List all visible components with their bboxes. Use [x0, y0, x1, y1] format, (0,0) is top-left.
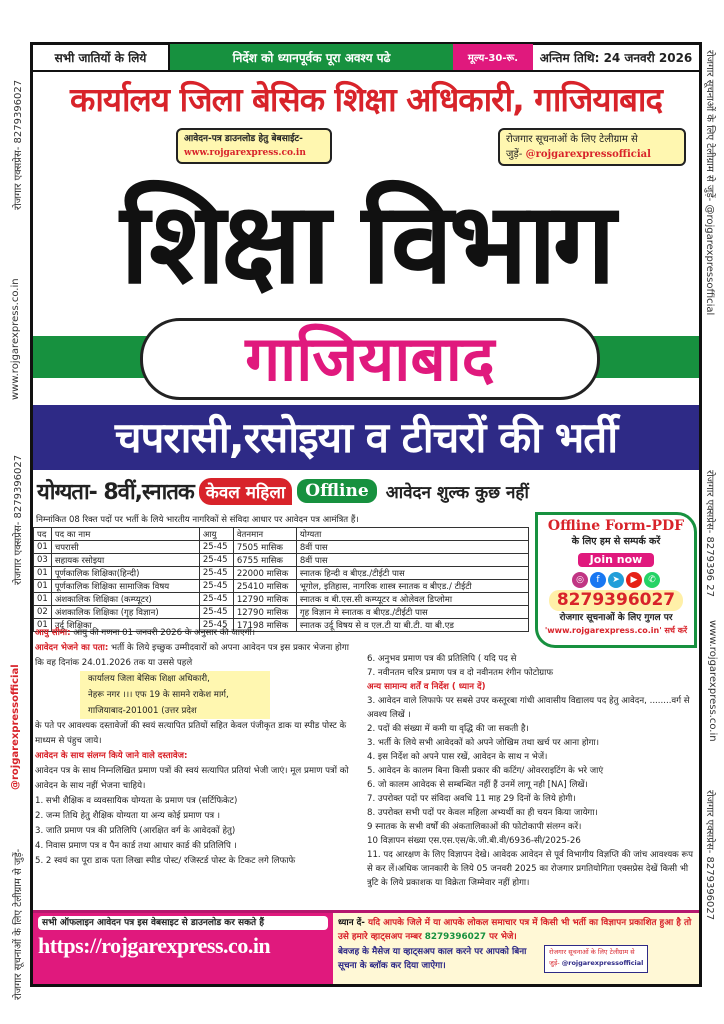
document-item: 4. निवास प्रमाण पत्र व पैन कार्ड तथा आधार कार्ड की प्रतिलिपि ।: [35, 841, 237, 851]
documents-label: आवेदन के साथ संलग्न किये जाने वाले दस्तावेज:: [35, 751, 188, 761]
table-row: [34, 567, 529, 580]
term-item: 3. आवेदन वाले लिफाफे पर सबसे उपर कस्तूरबा गांधी आवासीय विद्यालय पद हेतु आवेदन, ........वर्ग से अवश्य लिखें ।: [367, 696, 690, 720]
table-row: [34, 606, 529, 619]
table-cell: 6755 मासिक: [233, 554, 296, 567]
side-text: www.rojgarexpress.co.in: [10, 278, 21, 400]
social-icons: [538, 569, 694, 588]
city-title: गाजियाबाद: [140, 318, 600, 400]
facebook-icon[interactable]: f: [590, 572, 606, 588]
all-castes-label: सभी जातियों के लिये: [33, 44, 170, 70]
table-cell: 03: [34, 554, 52, 567]
table-cell: 25-45: [199, 593, 233, 606]
terms-label: अन्य सामान्य शर्तें व निर्देश ( ध्यान दें): [367, 682, 486, 692]
table-cell: गृह विज्ञान मे स्नातक व बीएड./टीईटी पास: [296, 606, 528, 619]
table-cell: स्नातक व बी.एस.सी कम्प्यूटर व ओलेवल डिप्लोमा: [296, 593, 528, 606]
documents-intro: आवेदन पत्र के साथ निम्नलिखित प्रमाण पत्रों की स्वयं सत्यापित प्रतियां भेजी जाएं। मूल प्रमाण पत्रों को आवेदन के साथ नहीं भेजना चाहिये।: [35, 766, 349, 791]
table-cell: 01: [34, 619, 52, 632]
recruitment-banner: चपरासी,रसोइया व टीचरों की भर्ती: [33, 405, 699, 470]
document-item: 3. जाति प्रमाण पत्र की प्रतिलिपि (आरक्षित वर्ग के आवेदकों हेतु): [35, 826, 236, 836]
footer-tg-join: जुड़ें-: [549, 959, 560, 967]
department-title: शिक्षा विभाग: [120, 179, 612, 309]
instruction-banner: निर्देश को ध्यानपूर्वक पूरा अवश्य पढे: [170, 44, 453, 70]
table-cell: 25-45: [199, 580, 233, 593]
table-row: [34, 593, 529, 606]
footer-tg-label: रोजगार सूचनाओं के लिए टेलीग्राम से: [549, 948, 635, 956]
table-cell: 01: [34, 580, 52, 593]
address-label: आवेदन भेजने का पता:: [35, 643, 109, 653]
left-column: [35, 626, 360, 869]
card-search[interactable]: 'www.rojgarexpress.co.in' सर्च करें: [544, 626, 688, 635]
last-date: अन्तिम तिथि: 24 जनवरी 2026: [539, 50, 693, 65]
join-now-button[interactable]: Join now: [578, 553, 655, 567]
offline-form-card: [535, 512, 697, 648]
document-item: 5. 2 स्वयं का पूरा डाक पता लिखा स्पीड पोस्ट/ रजिस्टर्ड पोस्ट के टिकट लगे लिफाफे: [35, 856, 296, 866]
table-cell: 25-45: [199, 606, 233, 619]
attention-panel: [333, 913, 699, 984]
table-cell: 7505 मासिक: [233, 541, 296, 554]
address-line: नेहरू नगर ।।। एफ 19 के सामने राकेश मार्ग,: [88, 690, 229, 700]
card-google: रोजगार सूचनाओं के लिए गुगल पर: [559, 613, 673, 623]
table-cell: सहायक रसोइया: [51, 554, 199, 567]
side-text: रोजगार एक्सप्रेस- 8279396027: [704, 790, 715, 921]
table-cell: पूर्णकालिक शिक्षिका(हिन्दी): [51, 567, 199, 580]
term-item: 10 विज्ञापन संख्या एस.एस.एस/के.जी.बी.वी/6936-सी/2025-26: [367, 836, 581, 846]
telegram-label: रोजगार सूचनाओं के लिए टेलीग्राम से: [506, 134, 638, 145]
table-cell: अंशकालिक शिक्षिका (कम्प्यूटर): [51, 593, 199, 606]
top-bar: [33, 44, 699, 72]
card-phone[interactable]: 8279396027: [549, 590, 683, 611]
age-text: आयु की गणना 01 जनवरी 2026 के अनुसार की जाएगी।: [70, 628, 256, 638]
table-cell: 12790 मासिक: [233, 606, 296, 619]
table-cell: उर्दू शिक्षिका: [51, 619, 199, 632]
vacancy-table: [33, 527, 529, 632]
term-item: 11. पद आरक्षण के लिए विज्ञापन देखे। आवेदक आवेदन से पूर्व विभागीय विज्ञप्ति की जांच आवश्यक रूप से कर लें।अधिक जानकारी के लिये 05 जनवरी 2025 का रोजगार प्रगतियोगिता एक्सप्रेस देखें किसी भी त्रुटि के लिये प्रकाशक या विक्रेता जिम्मेवार नहीं होगा।: [367, 850, 694, 888]
document-item: 7. नवीनतम चरित्र प्रमाण पत्र व दो नवीनतम रंगीन फोटोग्राफ: [367, 668, 554, 678]
table-cell: स्नातक उर्दू विषय से व एल.टी या बी.टी. या बी.एड: [296, 619, 528, 632]
attention-end: पर भेजे।: [486, 932, 517, 942]
download-url[interactable]: www.rojgarexpress.co.in: [184, 148, 306, 158]
attention-label: ध्यान दें-: [338, 918, 365, 928]
price-label: मूल्य-30-रू.: [453, 44, 533, 70]
side-text: @rojgarexpressofficial: [10, 664, 21, 790]
women-only-badge: केवल महिला: [199, 478, 292, 505]
telegram-box: [498, 128, 686, 166]
footer: [33, 910, 699, 984]
right-column: [367, 652, 697, 890]
header-cell: आयु: [199, 528, 233, 541]
whatsapp-icon[interactable]: ✆: [644, 572, 660, 588]
header-cell: योग्यता: [296, 528, 528, 541]
table-cell: 17198 मासिक: [233, 619, 296, 632]
youtube-icon[interactable]: ▶: [626, 572, 642, 588]
term-item: 9 स्नातक के सभी वर्षों की अंकतालिकाओं की फोटोकापी संलग्न करें।: [367, 822, 582, 832]
table-cell: पूर्णकालिक शिक्षिका सामाजिक विषय: [51, 580, 199, 593]
side-text: रोजगार एक्सप्रेस- 8279396027: [13, 454, 24, 585]
office-title: कार्यालय जिला बेसिक शिक्षा अधिकारी, गाजियाबाद: [69, 80, 662, 119]
block-warning: बेवजह के मैसेज या व्हाट्सअप काल करने पर आपको बिना सूचना के ब्लॉक कर दिया जाऐगा।: [338, 947, 527, 971]
side-text: रोजगार एक्सप्रेस- 8279396 27: [704, 470, 715, 597]
download-note: सभी ऑफलाइन आवेदन पत्र इस वेबसाइट से डाउनलोड कर सकते हैं: [38, 916, 328, 930]
table-cell: चपरासी: [51, 541, 199, 554]
table-cell: 25410 मासिक: [233, 580, 296, 593]
table-cell: 02: [34, 606, 52, 619]
footer-url[interactable]: https://rojgarexpress.co.in: [38, 933, 271, 958]
footer-website-panel: [33, 913, 333, 984]
address-intro: भर्ती के लिये इच्छुक उम्मीदवारों को अपना आवेदन पत्र इस प्रकार भेजना होगा कि वह दिनांक 24.01.2026 तक या उससे पहले: [35, 643, 349, 668]
term-item: 8. उपरोक्त सभी पदों पर केवल महिला अभ्यर्थी का ही चयन किया जायेगा।: [367, 808, 598, 818]
term-item: 6. जो कालम आवेदक से सम्बन्धित नहीं हैं उनमें लागू नही [NA] लिखें।: [367, 780, 588, 790]
age-label: आयु सीमा:: [35, 628, 71, 638]
telegram-icon[interactable]: ➤: [608, 572, 624, 588]
term-item: 7. उपरोक्त पदों पर संविदा अवधि 11 माह 29 दिनों के लिये होगी।: [367, 794, 576, 804]
table-cell: 01: [34, 567, 52, 580]
table-cell: 25-45: [199, 567, 233, 580]
table-cell: अंशकालिक शिक्षिका (गृह विज्ञान): [51, 606, 199, 619]
side-text: रोजगार सूचनाओं के लिए टेलीग्राम से जुड़ें-: [13, 848, 24, 1000]
telegram-join: जुड़ें-: [506, 149, 523, 160]
table-cell: 12790 मासिक: [233, 593, 296, 606]
term-item: 3. भर्ती के लिये सभी आवेदकों को अपने जोखिम तथा खर्च पर आना होगा।: [367, 738, 599, 748]
tagline-row: [33, 472, 699, 510]
table-cell: 01: [34, 593, 52, 606]
table-row: [34, 580, 529, 593]
term-item: 2. पदों की संख्या में कमी या वृद्धि की जा सकती है।: [367, 724, 529, 734]
table-cell: 25-45: [199, 619, 233, 632]
download-label: आवेदन-पत्र डाउनलोड हेतु बेबसाईट-: [184, 134, 303, 144]
header-cell: पद: [34, 528, 52, 541]
table-cell: 22000 मासिक: [233, 567, 296, 580]
table-cell: 8वीं पास: [296, 541, 528, 554]
term-item: 5. आवेदन के कालम बिना किसी प्रकार की कटिंग/ ओवरराइटिंग के भरे जाएं: [367, 766, 604, 776]
intro-text: निम्नांकित 08 रिक्त पदों पर भर्ती के लिये भारतीय नागरिकों से संविदा आधार पर आवेदन पत्र आमंत्रित हैं।: [36, 515, 359, 525]
whatsapp-number[interactable]: 8279396027: [424, 932, 486, 942]
table-header: [34, 528, 529, 541]
address-line: कार्यालय जिला बेसिक शिक्षा अधिकारी,: [88, 674, 210, 684]
side-text: रोजगार एक्सप्रेस- 8279396027: [13, 79, 24, 210]
table-cell: 8वीं पास: [296, 554, 528, 567]
side-text: रोजगार सूचनाओं के लिए टेलीग्राम से जुड़ें- @rojgarexpressofficial: [704, 50, 715, 316]
table-cell: स्नातक हिन्दी व बीएड./टीईटी पास: [296, 567, 528, 580]
document-item: 1. सभी शैक्षिक व व्यवसायिक योग्यता के प्रमाण पत्र (सर्टिफिकेट): [35, 796, 238, 806]
address-line: गाजियाबाद-201001 (उत्तर प्रदेश: [88, 706, 197, 716]
table-row: [34, 541, 529, 554]
card-title: Offline Form-PDF: [547, 518, 685, 534]
offline-badge: Offline: [297, 479, 376, 503]
header-cell: वेतनमान: [233, 528, 296, 541]
download-box: [176, 128, 332, 164]
document-item: 6. अनुभव प्रमाण पत्र की प्रतिलिपि ( यदि पद से: [367, 654, 517, 664]
address-box: [80, 671, 270, 719]
attention-text: यदि आपके जिले में या आपके लोकल समाचार पत्र में किसी भी भर्ती का विज्ञापन प्रकाशित हुआ है तो उसे हमारे व्हाट्सअप नम्बर: [338, 918, 692, 942]
qualification: योग्यता- 8वीं,स्नातक: [37, 480, 194, 505]
address-after: के पते पर आवश्यक दस्तावेजों की स्वयं सत्यापित प्रतियों सहित केवल पंजीकृत डाक या स्पीड पोस्ट के माध्यम से पंहुच जाये।: [35, 721, 347, 746]
card-subtitle: के लिए हम से सम्पर्क करें: [571, 536, 661, 547]
instagram-icon[interactable]: ◎: [572, 572, 588, 588]
footer-telegram-box: [544, 945, 648, 973]
document-item: 2. जन्म तिथि हेतु शैक्षिक योग्यता या अन्य कोई प्रमाण पत्र ।: [35, 811, 221, 821]
table-cell: 25-45: [199, 554, 233, 567]
term-item: 4. इस निर्देश को अपने पास रखें, आवेदन के साथ न भेजें।: [367, 752, 548, 762]
table-cell: 25-45: [199, 541, 233, 554]
header-cell: पद का नाम: [51, 528, 199, 541]
table-row: [34, 554, 529, 567]
fee-text: आवेदन शुल्क कुछ नहीं: [385, 482, 529, 503]
footer-tg-handle[interactable]: @rojgarexpressofficial: [561, 959, 644, 967]
side-text: www.rojgarexpress.co.in: [707, 620, 718, 742]
telegram-handle[interactable]: @rojgarexpressofficial: [525, 149, 651, 160]
table-cell: भूगोल, इतिहास, नागरिक शास्त्र स्नातक व बीएड./ टीईटी: [296, 580, 528, 593]
table-cell: 01: [34, 541, 52, 554]
